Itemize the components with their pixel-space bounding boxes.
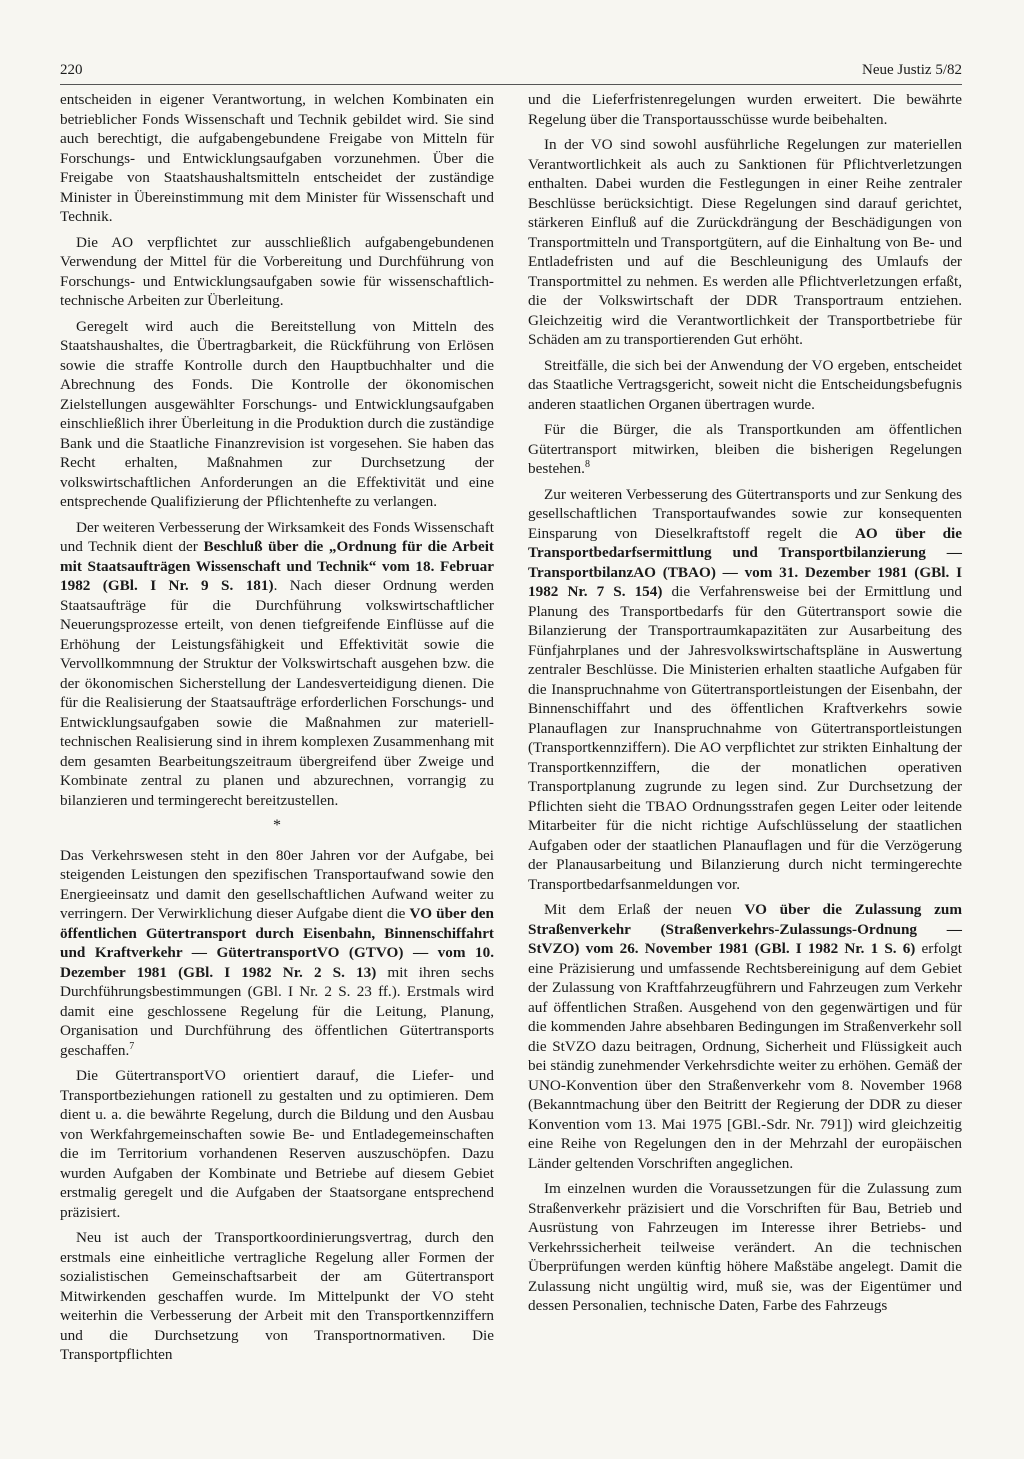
text-run: Im einzelnen wurden die Voraussetzungen für die Zulassung zum Straßenverkehr präzisiert und die Vorschriften für Bau, Betrieb und Ausrüstung von Fahrzeugen im Interesse ihrer Betriebs- und Verkehrssicherheit teilweise verändert. An die technischen Überprüfungen werden künftig höhere Maßstäbe angelegt. Damit die Zulassung nicht ungültig wird, muß sie, was der Eigentümer und dessen Personalien, technische Daten, Farbe des Fahrzeugs [528, 1180, 962, 1314]
footnote-marker: 7 [129, 1040, 135, 1052]
text-run: Zur weiteren Verbesserung des Gütertransports und zur Senkung des gesellschaftlichen Transportaufwandes sowie zur konsequenten Einsparung von Dieselkraftstoff regelt die [528, 485, 962, 542]
paragraph [528, 485, 962, 895]
text-run: Für die Bürger, die als Transportkunden am öffentlichen Gütertransport mitwirken, bleiben die bisherigen Regelungen bestehen. [528, 421, 962, 477]
paragraph [528, 90, 962, 129]
text-run: Die GütertransportVO orientiert darauf, die Liefer- und Transportbeziehungen rationell zu gestalten und zu optimieren. Dem dient u. a. die bewährte Regelung, durch die Bildung und den Ausbau von Werkfahrgemeinschaften sowie Be- und Entladegemeinschaften die im Territorium vorhandenen Reserven auszuschöpfen. Dazu wurden Aufgaben der Kombinate und Betriebe auf diesem Gebiet erstmalig geregelt und die Aufgaben der Staatsorgane entsprechend präzisiert. [60, 1067, 494, 1221]
legal-citation: VO über den öffentlichen Gütertransport durch Eisenbahn, Binnenschiffahrt und Kraftverkehr — GütertransportVO (GTVO) — vom 10. Dezember 1981 (GBl. I 1982 Nr. 2 S. 13) [60, 905, 494, 981]
text-run: Das Verkehrswesen steht in den 80er Jahren vor der Aufgabe, bei steigenden Leistungen den spezifischen Transportaufwand sowie den Energieeinsatz und damit den gesellschaftlichen Aufwand weiter zu verringern. Der Verwirklichung dieser Aufgabe dient die [60, 846, 494, 922]
text-run: Mit dem Erlaß der neuen [544, 901, 745, 918]
text-run: erfolgt eine Präzisierung und umfassende Rechtsbereinigung auf dem Gebiet der Zulassung von Kraftfahrzeugführern und Fahrzeugen zum Verkehr auf öffentlichen Straßen. Ausgehend von den gegenwärtigen und für die kommenden Jahre absehbaren Bedingungen im Straßenverkehr soll die StVZO dazu beitragen, Ordnung, Sicherheit und Flüssigkeit auch bei ständig zunehmender Verkehrsdichte weiter zu erhöhen. Gemäß der UNO-Konvention über den Straßenverkehr vom 8. November 1968 (Bekanntmachung über den Beitritt der Regierung der DDR zu dieser Konvention vom 13. Mai 1975 [GBl.-Sdr. Nr. 791]) wird gleichzeitig eine Reihe von Regelungen den in der Mehrzahl der europäischen Länder geltenden Vorschriften angeglichen. [528, 940, 963, 1172]
paragraph [60, 1228, 494, 1365]
paragraph [528, 1179, 962, 1316]
legal-citation: VO über die Zulassung zum Straßenverkehr (Straßenverkehrs-Zulassungs-Ordnung — StVZO) vom 26. November 1981 (GBl. I 1982 Nr. 1 S. 6) [528, 901, 962, 957]
paragraph [60, 518, 494, 811]
text-run: Die AO verpflichtet zur ausschließlich aufgabengebundenen Verwendung der Mittel für die Vorbereitung und Durchführung von Forschungs- und Entwicklungsaufgaben sowie für wissenschaftlich-technische Arbeiten zur Überleitung. [60, 233, 494, 309]
text-run: In der VO sind sowohl ausführliche Regelungen zur materiellen Verantwortlichkeit als auch zu Sanktionen für Pflichtverletzungen enthalten. Dabei wurden die Festlegungen in einer Reihe zentraler Beschlüsse berücksichtigt. Diese Regelungen sind darauf gerichtet, stärkeren Einfluß auf die Zurückdrängung der Beschädigungen von Transportmitteln und Transportgütern, auf die Einhaltung von Be- und Entladefristen und auf die Beschleunigung des Umlaufs der Transportmittel zu nehmen. Es werden alle Pflichtverletzungen erfaßt, die der Volkswirtschaft der DDR Transportraum entziehen. Gleichzeitig wird die Verantwortlichkeit der Transportbetriebe für Schäden am zu transportierenden Gut erhöht. [528, 136, 962, 348]
paragraph [60, 233, 494, 311]
paragraph [60, 317, 494, 512]
text-run: Der weiteren Verbesserung der Wirksamkeit des Fonds Wissenschaft und Technik dient der [60, 518, 494, 555]
paragraph [60, 1066, 494, 1222]
legal-citation: Beschluß über die „Ordnung für die Arbeit mit Staatsaufträgen Wissenschaft und Technik“ vom 18. Februar 1982 (GBl. I Nr. 9 S. 181) [60, 538, 494, 594]
legal-citation: AO über die Transportbedarfsermittlung und Transportbilanzierung — TransportbilanzAO (TBAO) — vom 31. Dezember 1981 (GBl. I 1982 Nr. 7 S. 154) [528, 524, 962, 600]
paragraph [528, 900, 962, 1173]
text-run: * [273, 817, 281, 834]
footnote-marker: 8 [584, 458, 590, 470]
page-header [60, 62, 962, 85]
text-run: die Verfahrensweise bei der Ermittlung und Planung des Transportbedarfs für den Gütertransport sowie die Bilanzierung der Transportraumkapazitäten zur Ausarbeitung des Fünfjahrplanes und der Jahresvolkswirtschaftspläne in Auswertung zentraler Beschlüsse. Die Ministerien erhalten staatliche Aufgaben für die Inanspruchnahme von Gütertransportleistungen der Eisenbahn, der Binnenschiffahrt und des öffentlichen Kraftverkehrs sowie Planauflagen zur Inanspruchnahme von Gütertransportleistungen (Transportkennziffern). Die AO verpflichtet zur strikten Einhaltung der Transportkennziffern, die der monatlichen operativen Transportplanung zugrunde zu legen sind. Zur Durchsetzung der Pflichten sieht die TBAO Ordnungsstrafen gegen Leiter oder leitende Mitarbeiter für die nicht richtige Aufschlüsselung der staatlichen Aufgaben oder der staatlichen Planauflagen und für die Verzögerung der Planausarbeitung und Bilanzierung durch nicht termingerechte Transportbedarfsanmeldungen vor. [528, 583, 963, 893]
paragraph [60, 90, 494, 227]
text-run: Geregelt wird auch die Bereitstellung von Mitteln des Staatshaushaltes, die Übertragbarkeit, die Rückführung von Erlösen sowie die straffe Kontrolle durch den Hauptbuchhalter und die Abrechnung des Fonds. Die Kontrolle der ökonomischen Zielstellungen ausgewählter Forschungs- und Entwicklungsaufgaben einschließlich ihrer Überleitung in die Produktion durch die zuständige Bank und die Staatliche Finanzrevision ist vorgesehen. Sie haben das Recht erhalten, Maßnahmen zur Durchsetzung der volkswirtschaftlichen Anforderungen an die Effektivität und eine entsprechende Qualifizierung der Pflichtenhefte zu verlangen. [60, 317, 494, 510]
text-run: Neu ist auch der Transportkoordinierungsvertrag, durch den erstmals eine einheitliche vertragliche Regelung aller Formen der sozialistischen Gemeinschaftsarbeit der am Gütertransport Mitwirkenden geschaffen wurde. Im Mittelpunkt der VO steht weiterhin die Verbesserung der Arbeit mit den Transportkennziffern und die Durchsetzung von Transportnormativen. Die Transportpflichten [60, 1229, 494, 1363]
text-run: entscheiden in eigener Verantwortung, in welchen Kombinaten ein betrieblicher Fonds Wissenschaft und Technik gebildet wird. Sie sind auch berechtigt, die aufgabengebundene Freigabe von Mitteln für Forschungs- und Entwicklungsaufgaben vorzunehmen. Über die Freigabe von Staatshaushaltsmitteln entscheidet der zuständige Minister in Übereinstimmung mit dem Minister für Wissenschaft und Technik. [60, 91, 494, 225]
text-run: Streitfälle, die sich bei der Anwendung der VO ergeben, entscheidet das Staatliche Vertragsgericht, soweit nicht die Entscheidungsbefugnis anderen staatlichen Organen übertragen wurde. [528, 356, 962, 413]
right-column [528, 90, 962, 1430]
section-separator [60, 816, 494, 836]
text-run: und die Lieferfristenregelungen wurden erweitert. Die bewährte Regelung über die Transportausschüsse wurde beibehalten. [528, 91, 962, 128]
paragraph [60, 846, 494, 1061]
text-run: mit ihren sechs Durchführungsbestimmungen (GBl. I Nr. 2 S. 23 ff.). Erstmals wird damit eine geschlossene Regelung für die Leitung, Planung, Organisation und Durchführung des öffentlichen Gütertransports geschaffen. [60, 963, 494, 1059]
paragraph [528, 420, 962, 479]
text-run: . Nach dieser Ordnung werden Staatsaufträge für die Durchführung volkswirtschaftlicher Neuerungsprozesse erteilt, von denen tiefgreifende Einflüsse auf die Erhöhung der Leistungsfähigkeit und Effektivität sowie die Vervollkommnung der Struktur der Volkswirtschaft ausgehen bzw. die der ökonomischen Sicherstellung der Landesverteidigung dienen. Die für die Realisierung der Staatsaufträge erforderlichen Forschungs- und Entwicklungsaufgaben sowie die Maßnahmen zur materiell-technischen Realisierung sind in ihrem komplexen Zusammenhang mit dem gesamten Bearbeitungszeitraum übergreifend über Zweige und Kombinate zentral zu planen und abzurechnen, vorrangig zu bilanzieren und termingerecht bereitzustellen. [60, 577, 494, 809]
paragraph [528, 356, 962, 415]
journal-issue: Neue Justiz 5/82 [862, 62, 962, 78]
text-columns [60, 90, 962, 1430]
left-column [60, 90, 494, 1430]
page-number: 220 [60, 62, 83, 78]
paragraph [528, 135, 962, 350]
